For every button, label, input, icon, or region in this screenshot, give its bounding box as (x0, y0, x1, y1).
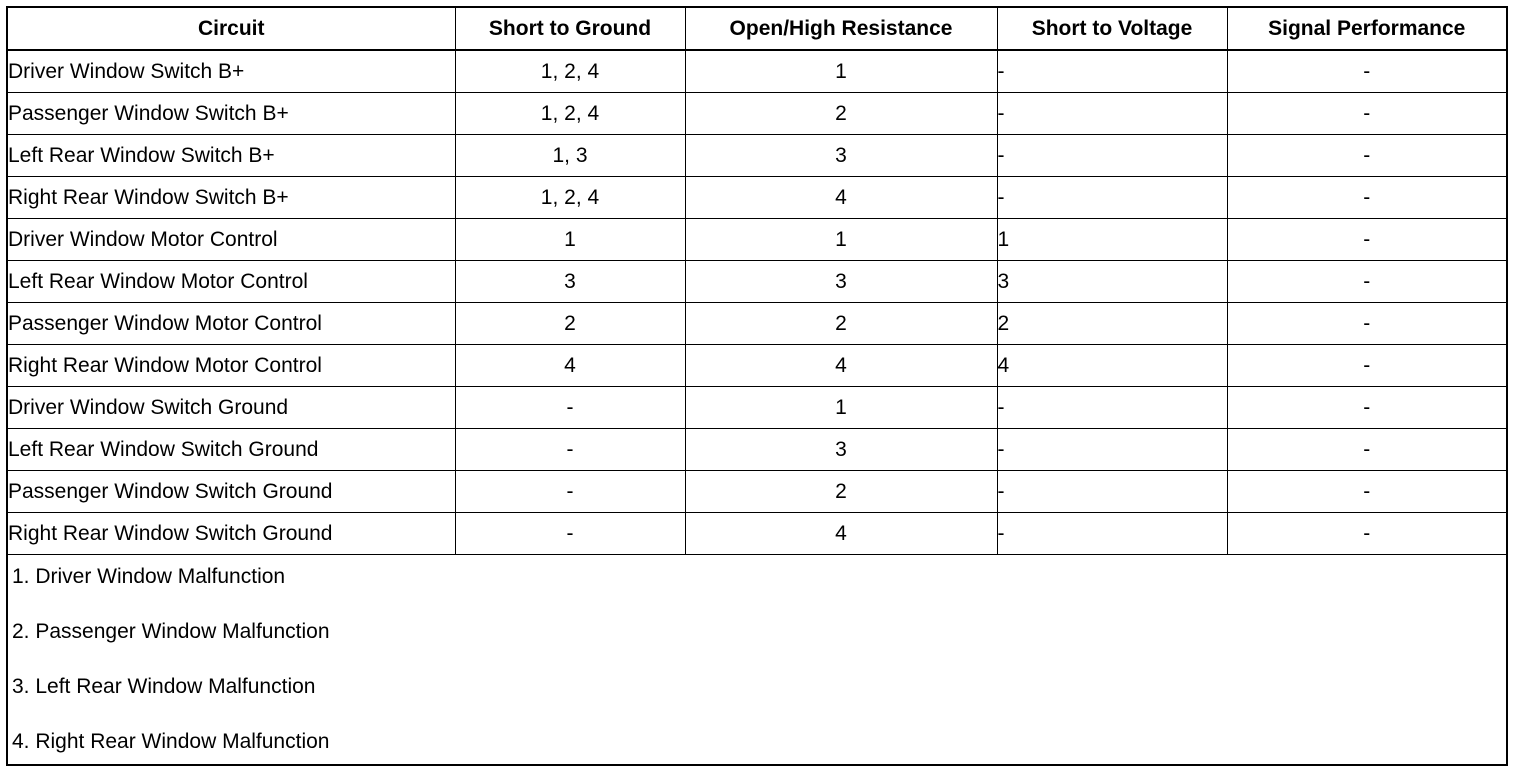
header-open-high-resistance: Open/High Resistance (685, 8, 997, 50)
header-row (8, 8, 1506, 50)
cell-short-to-voltage: 2 (997, 303, 1227, 345)
cell-short-to-voltage: 1 (997, 219, 1227, 261)
cell-open-high-resistance: 3 (685, 135, 997, 177)
table-row (8, 93, 1506, 135)
table-body (8, 50, 1506, 555)
cell-circuit: Right Rear Window Switch B+ (8, 177, 455, 219)
cell-signal-performance: - (1227, 261, 1506, 303)
table-header (8, 8, 1506, 50)
cell-circuit: Right Rear Window Switch Ground (8, 513, 455, 555)
cell-short-to-ground: - (455, 471, 685, 513)
table-row (8, 303, 1506, 345)
cell-open-high-resistance: 1 (685, 50, 997, 93)
table-row (8, 471, 1506, 513)
table-row (8, 261, 1506, 303)
cell-circuit: Passenger Window Switch B+ (8, 93, 455, 135)
header-short-to-voltage: Short to Voltage (997, 8, 1227, 50)
cell-short-to-voltage: - (997, 387, 1227, 429)
cell-short-to-voltage: - (997, 513, 1227, 555)
table-row (8, 345, 1506, 387)
cell-open-high-resistance: 3 (685, 261, 997, 303)
cell-signal-performance: - (1227, 93, 1506, 135)
cell-circuit: Driver Window Switch Ground (8, 387, 455, 429)
table-row (8, 387, 1506, 429)
circuit-diagnosis-document (6, 6, 1508, 766)
cell-open-high-resistance: 2 (685, 471, 997, 513)
cell-short-to-voltage: - (997, 135, 1227, 177)
cell-short-to-ground: - (455, 429, 685, 471)
cell-circuit: Passenger Window Switch Ground (8, 471, 455, 513)
footnote-item: 4. Right Rear Window Malfunction (12, 730, 330, 753)
cell-signal-performance: - (1227, 513, 1506, 555)
cell-circuit: Left Rear Window Motor Control (8, 261, 455, 303)
cell-open-high-resistance: 1 (685, 219, 997, 261)
cell-short-to-ground: 1, 2, 4 (455, 50, 685, 93)
header-circuit: Circuit (8, 8, 455, 50)
table-row (8, 50, 1506, 93)
cell-short-to-voltage: 3 (997, 261, 1227, 303)
cell-open-high-resistance: 4 (685, 177, 997, 219)
cell-short-to-voltage: - (997, 93, 1227, 135)
cell-short-to-ground: 1, 3 (455, 135, 685, 177)
cell-short-to-ground: - (455, 513, 685, 555)
cell-short-to-voltage: - (997, 471, 1227, 513)
cell-open-high-resistance: 2 (685, 93, 997, 135)
cell-open-high-resistance: 3 (685, 429, 997, 471)
cell-circuit: Driver Window Motor Control (8, 219, 455, 261)
circuit-fault-table (8, 8, 1506, 555)
cell-open-high-resistance: 2 (685, 303, 997, 345)
cell-circuit: Passenger Window Motor Control (8, 303, 455, 345)
cell-signal-performance: - (1227, 135, 1506, 177)
cell-short-to-ground: 1 (455, 219, 685, 261)
cell-signal-performance: - (1227, 429, 1506, 471)
footnote-item: 2. Passenger Window Malfunction (12, 620, 330, 643)
cell-signal-performance: - (1227, 387, 1506, 429)
table-row (8, 177, 1506, 219)
footnotes (8, 555, 1506, 775)
header-short-to-ground: Short to Ground (455, 8, 685, 50)
table-row (8, 513, 1506, 555)
table-row (8, 135, 1506, 177)
cell-open-high-resistance: 1 (685, 387, 997, 429)
footnote-item: 1. Driver Window Malfunction (12, 565, 286, 588)
cell-circuit: Right Rear Window Motor Control (8, 345, 455, 387)
cell-signal-performance: - (1227, 345, 1506, 387)
cell-circuit: Left Rear Window Switch B+ (8, 135, 455, 177)
cell-short-to-ground: 2 (455, 303, 685, 345)
cell-open-high-resistance: 4 (685, 345, 997, 387)
cell-short-to-voltage: 4 (997, 345, 1227, 387)
cell-short-to-ground: 3 (455, 261, 685, 303)
cell-short-to-ground: - (455, 387, 685, 429)
cell-short-to-voltage: - (997, 177, 1227, 219)
cell-short-to-ground: 1, 2, 4 (455, 93, 685, 135)
cell-signal-performance: - (1227, 471, 1506, 513)
cell-signal-performance: - (1227, 50, 1506, 93)
cell-signal-performance: - (1227, 219, 1506, 261)
table-row (8, 429, 1506, 471)
cell-circuit: Driver Window Switch B+ (8, 50, 455, 93)
table-row (8, 219, 1506, 261)
cell-signal-performance: - (1227, 303, 1506, 345)
header-signal-performance: Signal Performance (1227, 8, 1506, 50)
cell-circuit: Left Rear Window Switch Ground (8, 429, 455, 471)
cell-signal-performance: - (1227, 177, 1506, 219)
cell-short-to-ground: 1, 2, 4 (455, 177, 685, 219)
cell-short-to-voltage: - (997, 429, 1227, 471)
footnote-item: 3. Left Rear Window Malfunction (12, 675, 316, 698)
cell-short-to-ground: 4 (455, 345, 685, 387)
cell-short-to-voltage: - (997, 50, 1227, 93)
cell-open-high-resistance: 4 (685, 513, 997, 555)
